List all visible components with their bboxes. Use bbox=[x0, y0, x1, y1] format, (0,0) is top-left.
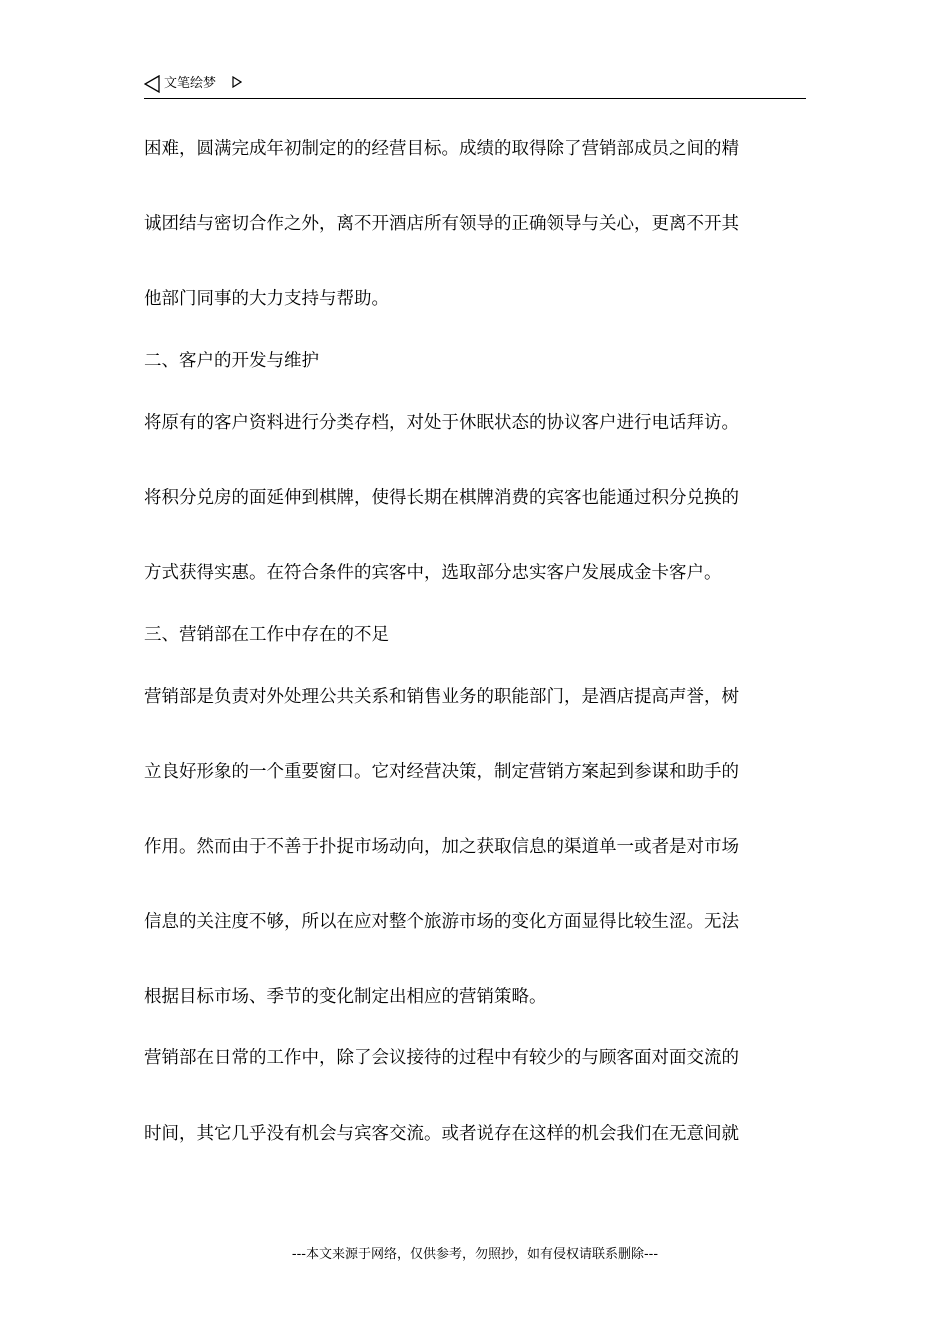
triangle-left-icon bbox=[144, 75, 160, 93]
paragraph-line: 立良好形象的一个重要窗口。它对经营决策，制定营销方案起到参谋和助手的 bbox=[144, 762, 739, 782]
header-title: 文笔绘梦 bbox=[164, 76, 217, 91]
paragraph-line: 营销部在日常的工作中，除了会议接待的过程中有较少的与顾客面对面交流的 bbox=[144, 1048, 739, 1068]
section-heading: 二、客户的开发与维护 bbox=[144, 351, 319, 371]
paragraph-line: 信息的关注度不够，所以在应对整个旅游市场的变化方面显得比较生涩。无法 bbox=[144, 912, 739, 932]
paragraph-line: 根据目标市场、季节的变化制定出相应的营销策略。 bbox=[144, 987, 547, 1007]
paragraph-line: 方式获得实惠。在符合条件的宾客中，选取部分忠实客户发展成金卡客户。 bbox=[144, 563, 722, 583]
page-footer: ---本文来源于网络，仅供参考，勿照抄，如有侵权请联系删除--- bbox=[291, 1247, 659, 1262]
paragraph-line: 困难，圆满完成年初制定的的经营目标。成绩的取得除了营销部成员之间的精 bbox=[144, 139, 739, 159]
triangle-right-icon bbox=[232, 76, 242, 88]
paragraph-line: 营销部是负责对外处理公共关系和销售业务的职能部门，是酒店提高声誉，树 bbox=[144, 687, 739, 707]
paragraph-line: 作用。然而由于不善于扑捉市场动向，加之获取信息的渠道单一或者是对市场 bbox=[144, 837, 739, 857]
paragraph-line: 他部门同事的大力支持与帮助。 bbox=[144, 289, 389, 309]
paragraph-line: 时间，其它几乎没有机会与宾客交流。或者说存在这样的机会我们在无意间就 bbox=[144, 1124, 739, 1144]
paragraph-line: 将积分兑房的面延伸到棋牌，使得长期在棋牌消费的宾客也能通过积分兑换的 bbox=[144, 488, 739, 508]
section-heading: 三、营销部在工作中存在的不足 bbox=[144, 625, 389, 645]
page-header bbox=[144, 74, 806, 99]
paragraph-line: 将原有的客户资料进行分类存档，对处于休眠状态的协议客户进行电话拜访。 bbox=[144, 413, 739, 433]
paragraph-line: 诚团结与密切合作之外，离不开酒店所有领导的正确领导与关心，更离不开其 bbox=[144, 214, 739, 234]
